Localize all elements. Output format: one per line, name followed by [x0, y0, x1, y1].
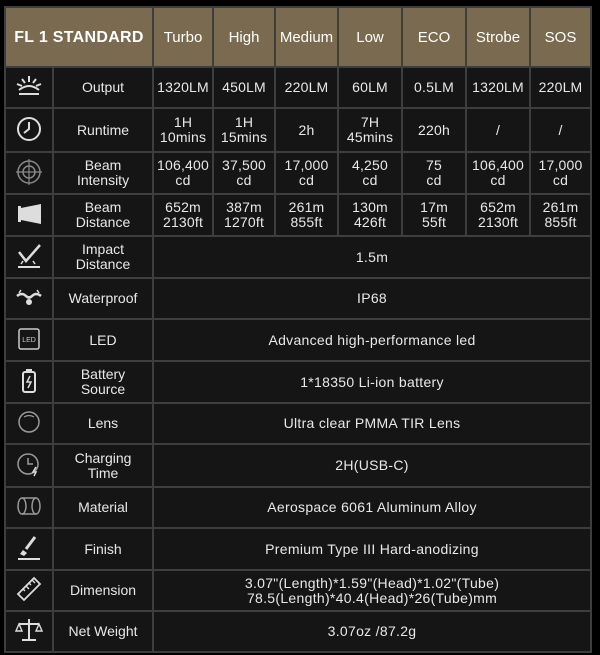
cylinder-icon	[15, 492, 43, 520]
finish-value: Premium Type III Hard-anodizing	[153, 528, 591, 570]
label-weight: Net Weight	[53, 611, 153, 652]
row-weight	[5, 611, 591, 652]
led-value: Advanced high-performance led	[153, 319, 591, 361]
row-material	[5, 487, 591, 528]
product-title: FL 1 STANDARD	[5, 7, 153, 67]
weight-value: 3.07oz /87.2g	[153, 611, 591, 652]
intensity-turbo: 106,400 cd	[153, 152, 213, 194]
distance-strobe: 652m 2130ft	[466, 194, 530, 236]
row-led	[5, 319, 591, 361]
charging-clock-icon	[15, 450, 43, 478]
row-dimension	[5, 570, 591, 611]
header-row	[5, 7, 591, 67]
runtime-sos: /	[530, 108, 591, 152]
mode-high: High	[213, 7, 275, 67]
material-value: Aerospace 6061 Aluminum Alloy	[153, 487, 591, 528]
spec-table	[4, 6, 592, 653]
row-lens	[5, 403, 591, 444]
intensity-sos: 17,000 cd	[530, 152, 591, 194]
label-waterproof: Waterproof	[53, 278, 153, 319]
dimension-value: 3.07"(Length)*1.59"(Head)*1.02"(Tube) 78.5(Length)*40.4(Head)*26(Tube)mm	[153, 570, 591, 611]
label-charging: Charging Time	[53, 444, 153, 487]
light-rays-icon	[15, 72, 43, 100]
brush-icon	[15, 534, 43, 562]
runtime-low: 7H 45mins	[338, 108, 402, 152]
runtime-eco: 220h	[402, 108, 466, 152]
intensity-eco: 75 cd	[402, 152, 466, 194]
runtime-high: 1H 15mins	[213, 108, 275, 152]
target-icon	[15, 158, 43, 186]
output-strobe: 1320LM	[466, 67, 530, 108]
output-medium: 220LM	[275, 67, 338, 108]
battery-icon	[15, 367, 43, 395]
distance-sos: 261m 855ft	[530, 194, 591, 236]
runtime-turbo: 1H 10mins	[153, 108, 213, 152]
row-impact	[5, 236, 591, 278]
led-chip-icon	[15, 325, 43, 353]
waterproof-value: IP68	[153, 278, 591, 319]
label-output: Output	[53, 67, 153, 108]
lens-icon	[15, 408, 43, 436]
label-finish: Finish	[53, 528, 153, 570]
row-beam-distance	[5, 194, 591, 236]
distance-medium: 261m 855ft	[275, 194, 338, 236]
lens-value: Ultra clear PMMA TIR Lens	[153, 403, 591, 444]
row-runtime	[5, 108, 591, 152]
runtime-medium: 2h	[275, 108, 338, 152]
mode-low: Low	[338, 7, 402, 67]
row-output	[5, 67, 591, 108]
distance-eco: 17m 55ft	[402, 194, 466, 236]
scale-icon	[15, 616, 43, 644]
row-waterproof	[5, 278, 591, 319]
row-beam-intensity	[5, 152, 591, 194]
intensity-medium: 17,000 cd	[275, 152, 338, 194]
label-lens: Lens	[53, 403, 153, 444]
intensity-strobe: 106,400 cd	[466, 152, 530, 194]
label-impact: Impact Distance	[53, 236, 153, 278]
intensity-low: 4,250 cd	[338, 152, 402, 194]
impact-value: 1.5m	[153, 236, 591, 278]
mode-medium: Medium	[275, 7, 338, 67]
label-runtime: Runtime	[53, 108, 153, 152]
output-eco: 0.5LM	[402, 67, 466, 108]
mode-eco: ECO	[402, 7, 466, 67]
mode-strobe: Strobe	[466, 7, 530, 67]
output-low: 60LM	[338, 67, 402, 108]
row-finish	[5, 528, 591, 570]
beam-icon	[15, 200, 43, 228]
label-led: LED	[53, 319, 153, 361]
distance-low: 130m 426ft	[338, 194, 402, 236]
water-splash-icon	[15, 283, 43, 311]
ruler-icon	[15, 575, 43, 603]
led-chip-text: LED	[22, 336, 36, 344]
charging-value: 2H(USB-C)	[153, 444, 591, 487]
impact-arrow-icon	[15, 242, 43, 270]
row-battery	[5, 361, 591, 403]
intensity-high: 37,500 cd	[213, 152, 275, 194]
battery-value: 1*18350 Li-ion battery	[153, 361, 591, 403]
distance-high: 387m 1270ft	[213, 194, 275, 236]
output-sos: 220LM	[530, 67, 591, 108]
output-turbo: 1320LM	[153, 67, 213, 108]
mode-sos: SOS	[530, 7, 591, 67]
distance-turbo: 652m 2130ft	[153, 194, 213, 236]
label-beam-intensity: Beam Intensity	[53, 152, 153, 194]
mode-turbo: Turbo	[153, 7, 213, 67]
runtime-strobe: /	[466, 108, 530, 152]
label-dimension: Dimension	[53, 570, 153, 611]
output-high: 450LM	[213, 67, 275, 108]
label-beam-distance: Beam Distance	[53, 194, 153, 236]
clock-icon	[15, 115, 43, 143]
label-material: Material	[53, 487, 153, 528]
row-charging	[5, 444, 591, 487]
label-battery: Battery Source	[53, 361, 153, 403]
